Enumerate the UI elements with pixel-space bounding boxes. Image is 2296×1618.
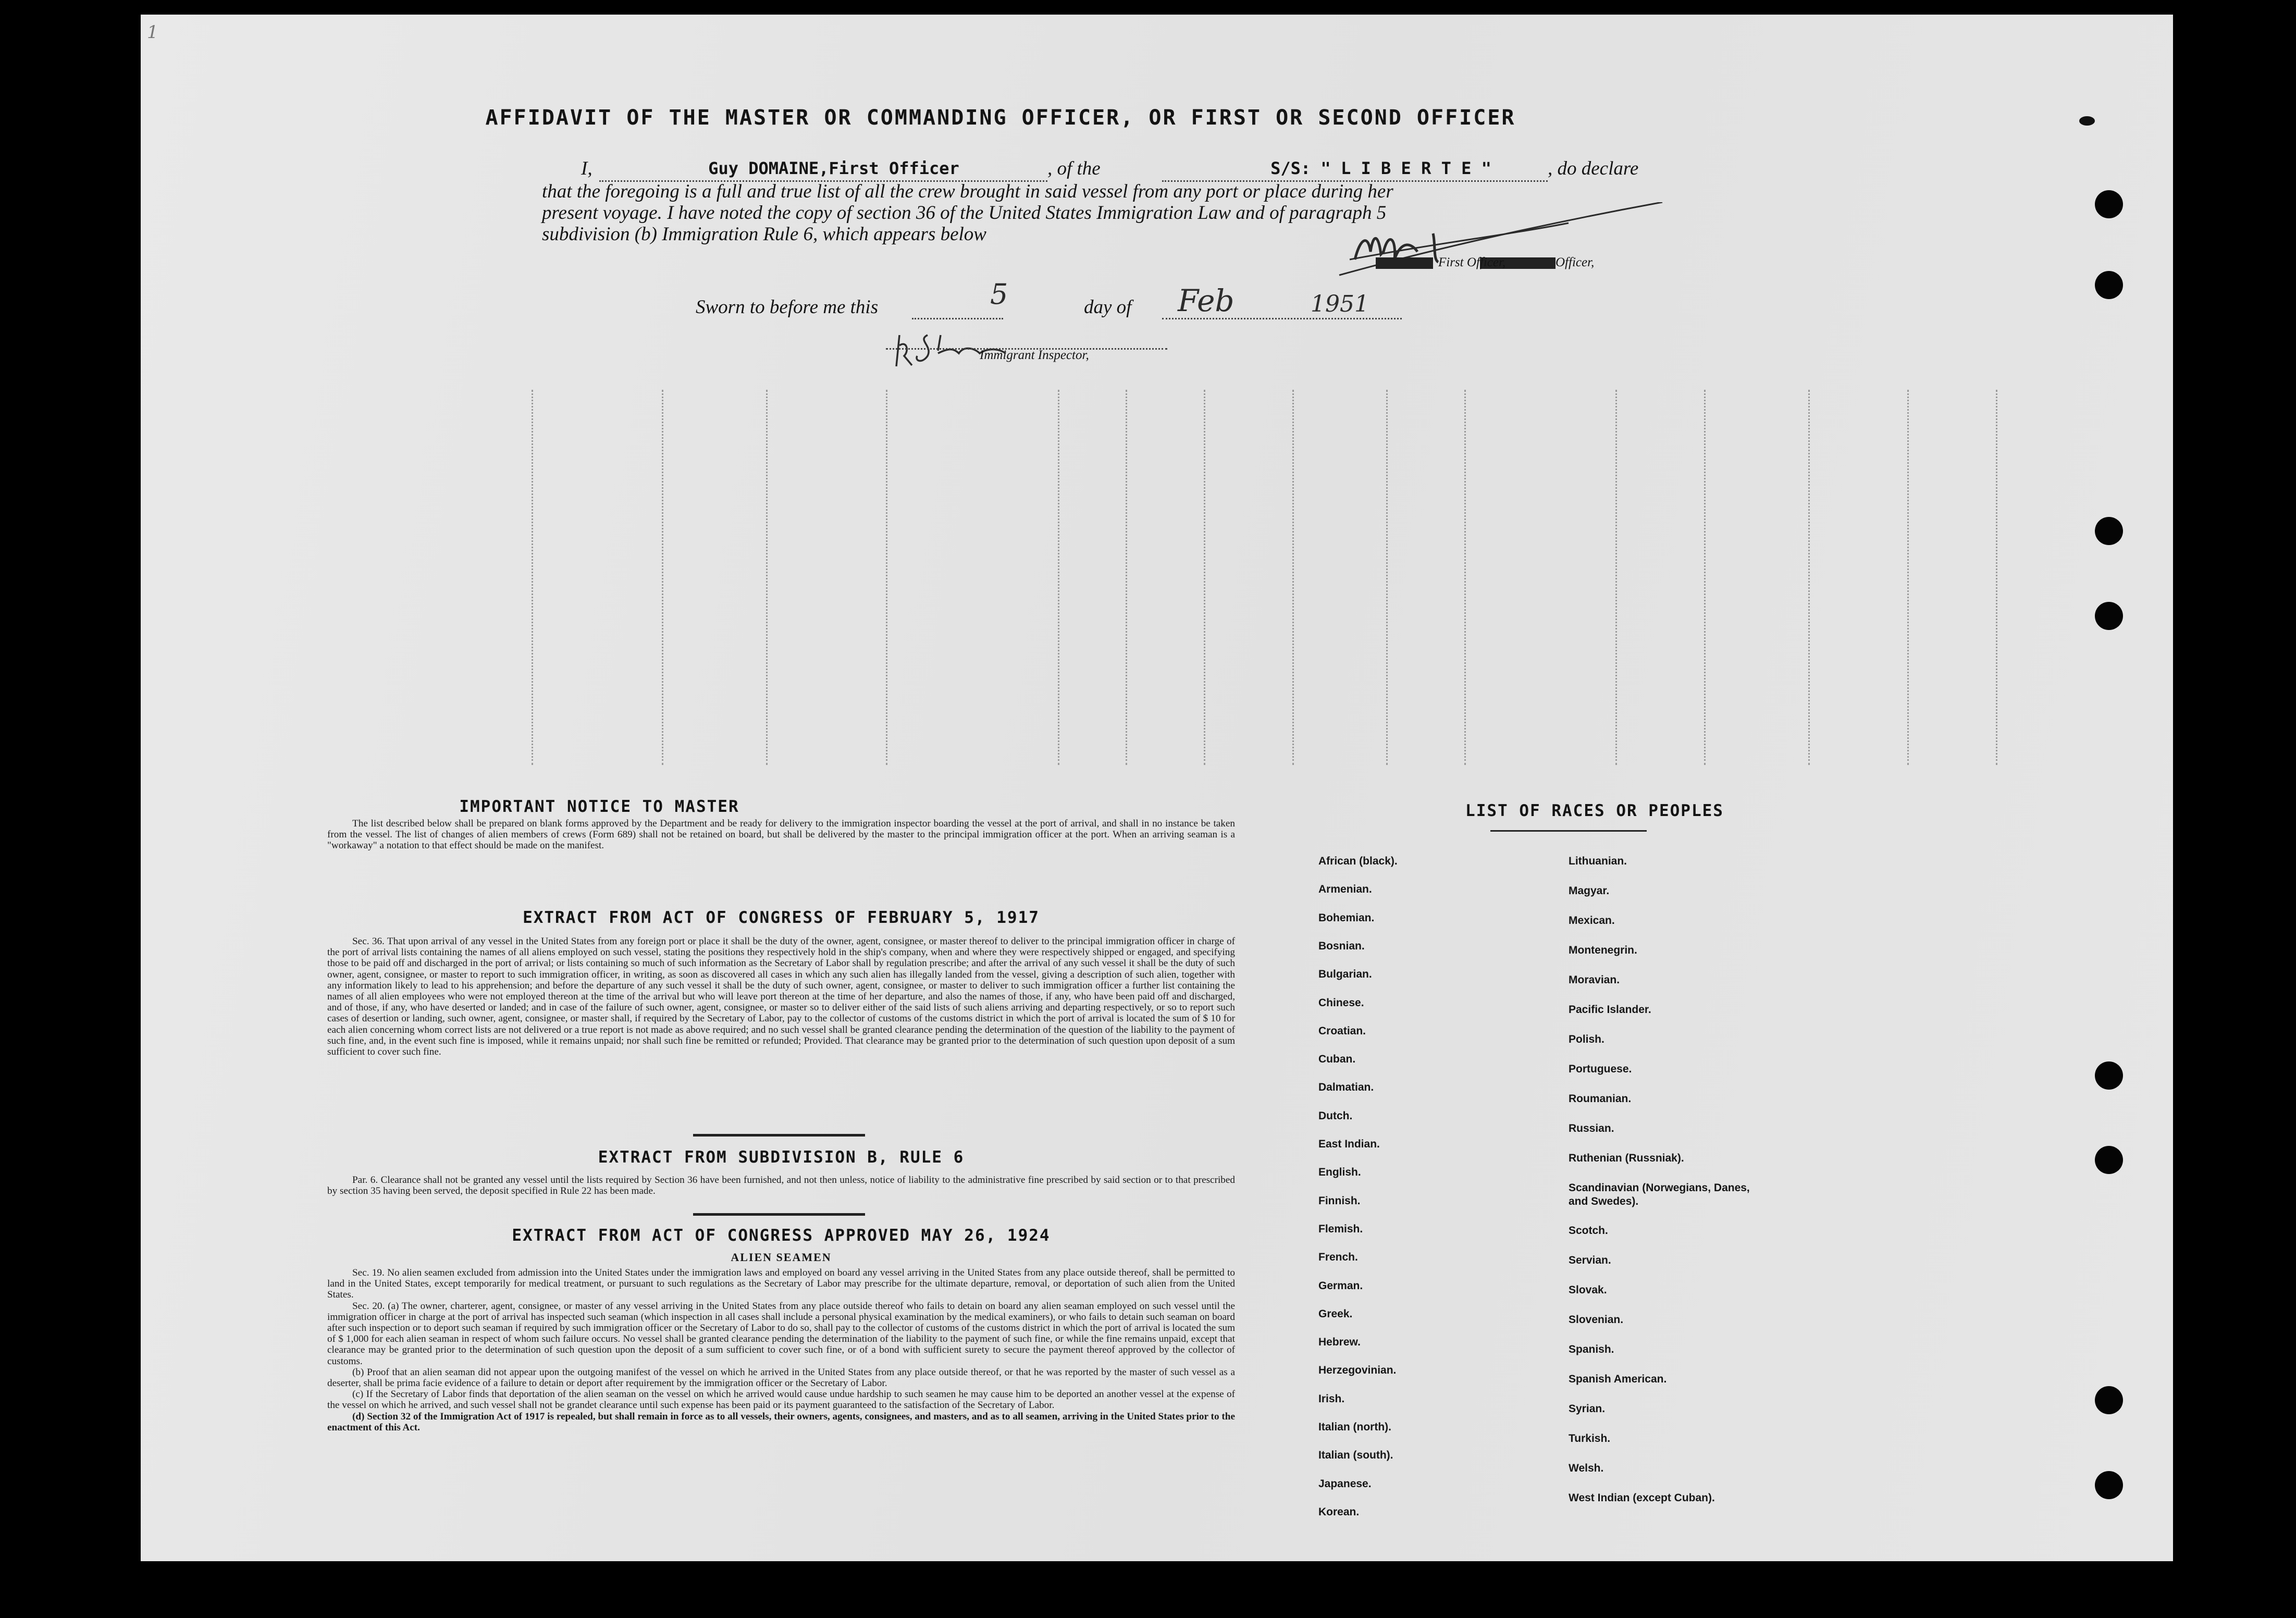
- race-item: Spanish American.: [1569, 1373, 1667, 1385]
- race-item: Italian (south).: [1318, 1449, 1393, 1462]
- race-item: East Indian.: [1318, 1138, 1380, 1150]
- punch-hole: [2095, 190, 2123, 218]
- ink-mark: [2079, 116, 2095, 126]
- of-the-label: , of the: [1047, 158, 1101, 179]
- affidavit-title: AFFIDAVIT OF THE MASTER OR COMMANDING OFFICER, OR FIRST OR SECOND OFFICER: [485, 106, 1516, 130]
- inspector-label: Immigrant Inspector,: [980, 348, 1089, 362]
- race-item: Hebrew.: [1318, 1336, 1361, 1349]
- extract-1924-paragraph: (b) Proof that an alien seaman did not appear upon the outgoing manifest of the vessel on which he arrived in the United States from any place outside thereof, or that he was reported by the master of such vessel as a deserter, shall be prima facie evidence of a failure to detain or deport after requirement by the immigration officer or the Secretary of Labor.: [327, 1366, 1235, 1389]
- race-item: Moravian.: [1569, 974, 1620, 986]
- extract-1924-container: [327, 1267, 1235, 1433]
- race-item: English.: [1318, 1166, 1361, 1179]
- race-item: German.: [1318, 1279, 1363, 1292]
- race-item: Slovak.: [1569, 1283, 1607, 1296]
- guide-line: [1996, 390, 1997, 765]
- sworn-year: 1951: [1311, 291, 1369, 317]
- race-item: Chinese.: [1318, 996, 1364, 1009]
- punch-hole: [2095, 517, 2123, 545]
- race-item: Turkish.: [1569, 1432, 1611, 1444]
- race-item: Herzegovinian.: [1318, 1364, 1397, 1377]
- race-item: Ruthenian (Russniak).: [1569, 1152, 1684, 1165]
- race-item: Russian.: [1569, 1122, 1614, 1135]
- race-item: Welsh.: [1569, 1462, 1604, 1474]
- race-item: French.: [1318, 1251, 1358, 1264]
- section-divider: [693, 1134, 865, 1137]
- race-item: Scandinavian (Norwegians, Danes, and Swedes).: [1569, 1182, 1750, 1208]
- extract-1924-paragraph: Sec. 19. No alien seamen excluded from admission into the United States under the immigration laws and employed on board any vessel arriving in the United States from any place outside thereof, shall be permitted to land in the United States, except temporarily for medical treatment, or pursuant to such regulations as the Secretary of Labor may prescribe for the ultimate departure, removal, or deportation of such alien from the United States.: [327, 1267, 1235, 1301]
- race-item: Dutch.: [1318, 1109, 1353, 1122]
- extract-rule6-body: Par. 6. Clearance shall not be granted any vessel until the lists required by Section 36 have been furnished, and not then unless, notice of liability to the administrative fine prescribed by said section or to that prescribed by section 35 having been served, the deposit specified in Rule 22 has been made.: [327, 1175, 1235, 1197]
- officer-title: First Officer,: [1438, 255, 1506, 269]
- declaration-pronoun: I,: [581, 158, 592, 179]
- notice-body-container: [327, 818, 1235, 851]
- race-item: Roumanian.: [1569, 1093, 1632, 1105]
- manifest-page: [141, 15, 2173, 1561]
- guide-line: [1292, 390, 1294, 765]
- extract-1924-paragraph: Sec. 20. (a) The owner, charterer, agent, consignee, or master of any vessel arriving in the United States from any place outside thereof who fails to detain on board any alien seaman employed on such vessel until the immigration officer in charge at the port of arrival has inspected such seaman (which inspection in all cases shall include a personal physical examination by the medical examiners), or who fails to detain such seaman on board after such inspection or to deport such seaman if required by such immigration officer or the Secretary of Labor to do so, shall pay to the collector of customs of the customs district in which the port of arrival is located the sum of $ 1,000 for each alien seaman in respect of whom such failure occurs. No vessel shall be granted clearance pending the determination of the liability to the payment of such fine, or while the fine remains unpaid, except that clearance may be granted prior to the determination of such question upon the deposit of a sum sufficient to cover such fine, or of a bond with sufficient surety to secure the payment thereof approved by the collector of customs.: [327, 1300, 1235, 1367]
- race-item: West Indian (except Cuban).: [1569, 1491, 1715, 1504]
- race-item: Scotch.: [1569, 1224, 1608, 1237]
- race-item: Portuguese.: [1569, 1063, 1632, 1076]
- declaration-line-4: subdivision (b) Immigration Rule 6, which appears below: [542, 224, 986, 245]
- extract-1924-title: EXTRACT FROM ACT OF CONGRESS APPROVED MAY 26, 1924: [512, 1226, 1051, 1245]
- race-item: Croatian.: [1318, 1024, 1366, 1037]
- race-item: Pacific Islander.: [1569, 1004, 1651, 1016]
- officer-name: Guy DOMAINE,First Officer: [708, 158, 959, 178]
- sworn-day: 5: [990, 278, 1008, 311]
- race-item: Bosnian.: [1318, 940, 1365, 952]
- race-item: Mexican.: [1569, 915, 1615, 927]
- race-item: Korean.: [1318, 1505, 1360, 1518]
- punch-hole: [2095, 271, 2123, 299]
- punch-hole: [2095, 1146, 2123, 1174]
- guide-line: [766, 390, 768, 765]
- guide-line: [1808, 390, 1810, 765]
- guide-line: [662, 390, 663, 765]
- page-number: 1: [147, 22, 158, 43]
- race-item: Japanese.: [1318, 1477, 1372, 1490]
- extract-1924-paragraph: (d) Section 32 of the Immigration Act of 1917 is repealed, but shall remain in force as to all vessels, their owners, agents, consignees, and masters, and as to all seamen, arriving in the United States prior to the enactment of this Act.: [327, 1411, 1235, 1433]
- race-item: Italian (north).: [1318, 1421, 1391, 1433]
- guide-line: [1126, 390, 1127, 765]
- extract-1924-paragraph: (c) If the Secretary of Labor finds that deportation of the alien seaman on the vessel on which he arrived would cause undue hardship to such seamen he may cause him to be deported an another vessel at the expense of the vessel on which he arrived, and such vessel shall not be grandet clearance until such expense has been paid or its payment guaranteed to the satisfaction of the Secretary of Labor.: [327, 1389, 1235, 1411]
- declaration-line-2: that the foregoing is a full and true list of all the crew brought in said vessel from any port or place during her: [542, 181, 1393, 202]
- extract-1924-subtitle: ALIEN SEAMEN: [731, 1251, 832, 1264]
- day-of-label: day of: [1084, 297, 1132, 318]
- extract-1917-title: EXTRACT FROM ACT OF CONGRESS OF FEBRUARY 5, 1917: [523, 908, 1040, 927]
- races-divider: [1490, 830, 1647, 832]
- notice-body: The list described below shall be prepared on blank forms approved by the Department and be ready for delivery to the immigration inspector boarding the vessel at the port of arrival, and shall in no instance be taken from the vessel. The list of changes of alien members of crews (Form 689) shall not be retained on board, but shall be delivered by the master to the principal immigration officer at the port. When an arriving seaman is a "workaway" a notation to that effect should be made on the manifest.: [327, 818, 1235, 851]
- races-title: LIST OF RACES OR PEOPLES: [1465, 801, 1724, 820]
- extract-1917-container: [327, 936, 1235, 1057]
- race-item: Finnish.: [1318, 1194, 1361, 1207]
- sworn-month: Feb: [1178, 283, 1235, 318]
- race-item: Polish.: [1569, 1033, 1604, 1046]
- race-item: Magyar.: [1569, 885, 1610, 897]
- guide-line: [1204, 390, 1205, 765]
- race-item: Dalmatian.: [1318, 1081, 1374, 1094]
- extract-rule6-container: [327, 1175, 1235, 1196]
- vessel-name: S/S: " L I B E R T E ": [1270, 158, 1491, 178]
- guide-line: [886, 390, 887, 765]
- guide-line: [1704, 390, 1706, 765]
- struck-word: [1376, 257, 1433, 269]
- race-item: Servian.: [1569, 1254, 1611, 1266]
- race-item: African (black).: [1318, 855, 1398, 867]
- race-item: Irish.: [1318, 1392, 1345, 1405]
- guide-line: [1386, 390, 1388, 765]
- race-item: Spanish.: [1569, 1343, 1614, 1355]
- notice-title: IMPORTANT NOTICE TO MASTER: [459, 797, 739, 816]
- officer-title-suffix: Officer,: [1556, 255, 1595, 269]
- guide-line: [1058, 390, 1059, 765]
- declaration-line-3: present voyage. I have noted the copy of section 36 of the United States Immigration Law and of paragraph 5: [542, 202, 1387, 224]
- race-item: Greek.: [1318, 1307, 1353, 1320]
- race-item: Bohemian.: [1318, 911, 1375, 924]
- guide-line: [532, 390, 533, 765]
- race-item: Syrian.: [1569, 1402, 1606, 1415]
- punch-hole: [2095, 1471, 2123, 1499]
- punch-hole: [2095, 602, 2123, 630]
- extract-1917-body: Sec. 36. That upon arrival of any vessel in the United States from any foreign port or place it shall be the duty of the owner, agent, consignee, or master thereof to deliver to the principal immigration officer in charge of the port of arrival lists containing the names of all aliens employed on such vessel, stating the positions they respectively hold in the ship's company, when and where they were respectively shipped or engaged, and specifying those to be paid off and discharged in the port of arrival; or lists containing so much of such information as the Secretary of Labor shall by regulation prescribe; and after the arrival of any such vessel it shall be the duty of such owner, agent, consignee, or master to report to such immigration officer, in writing, as soon as discovered all cases in which any such alien has illegally landed from the vessel, giving a description of such alien, together with any information likely to lead to his apprehension; and before the departure of any such vessel it shall be the duty of such owner, agent, consignee, or master to deliver to such immigration officer a further list containing the names of all alien employees who were not employed thereon at the time of the arrival but who will leave port thereon at the time of her departure, and also the names of those, if any, who have been paid off and discharged, and of those, if any, who have deserted or landed; and in case of the failure of such owner, agent, consignee, or master so to deliver either of the said lists of such aliens arriving and departing respectively, or so to report such cases of desertion or landing, such owner, agent, consignee, or master shall, if required by the Secretary of Labor, pay to the collector of customs of the customs district in which the port of arrival is located the sum of $ 10 for each alien concerning whom correct lists are not delivered or a true report is not made as above required; and no such vessel shall be granted clearance pending the determination of the question of the liability to the payment of such fine, and, in the event such fine is imposed, while it remains unpaid; nor shall such fine be remitted or refunded; Provided. That clearance may be granted prior to the determination of such question upon deposit of a sum sufficient to cover such fine.: [327, 936, 1235, 1058]
- race-item: Cuban.: [1318, 1053, 1356, 1066]
- race-item: Bulgarian.: [1318, 968, 1372, 981]
- section-divider: [693, 1213, 865, 1216]
- guide-line: [1907, 390, 1909, 765]
- race-item: Lithuanian.: [1569, 855, 1627, 867]
- race-item: Armenian.: [1318, 883, 1372, 896]
- race-item: Slovenian.: [1569, 1313, 1624, 1326]
- sworn-prefix: Sworn to before me this: [696, 297, 879, 318]
- punch-hole: [2095, 1386, 2123, 1414]
- guide-line: [1615, 390, 1617, 765]
- extract-rule6-title: EXTRACT FROM SUBDIVISION B, RULE 6: [598, 1148, 965, 1167]
- race-item: Flemish.: [1318, 1222, 1363, 1235]
- sworn-day-line: [912, 318, 1003, 319]
- race-item: Montenegrin.: [1569, 944, 1637, 957]
- do-declare-label: , do declare: [1548, 158, 1639, 179]
- punch-hole: [2095, 1061, 2123, 1090]
- guide-line: [1464, 390, 1466, 765]
- officer-signature: [1277, 202, 1673, 296]
